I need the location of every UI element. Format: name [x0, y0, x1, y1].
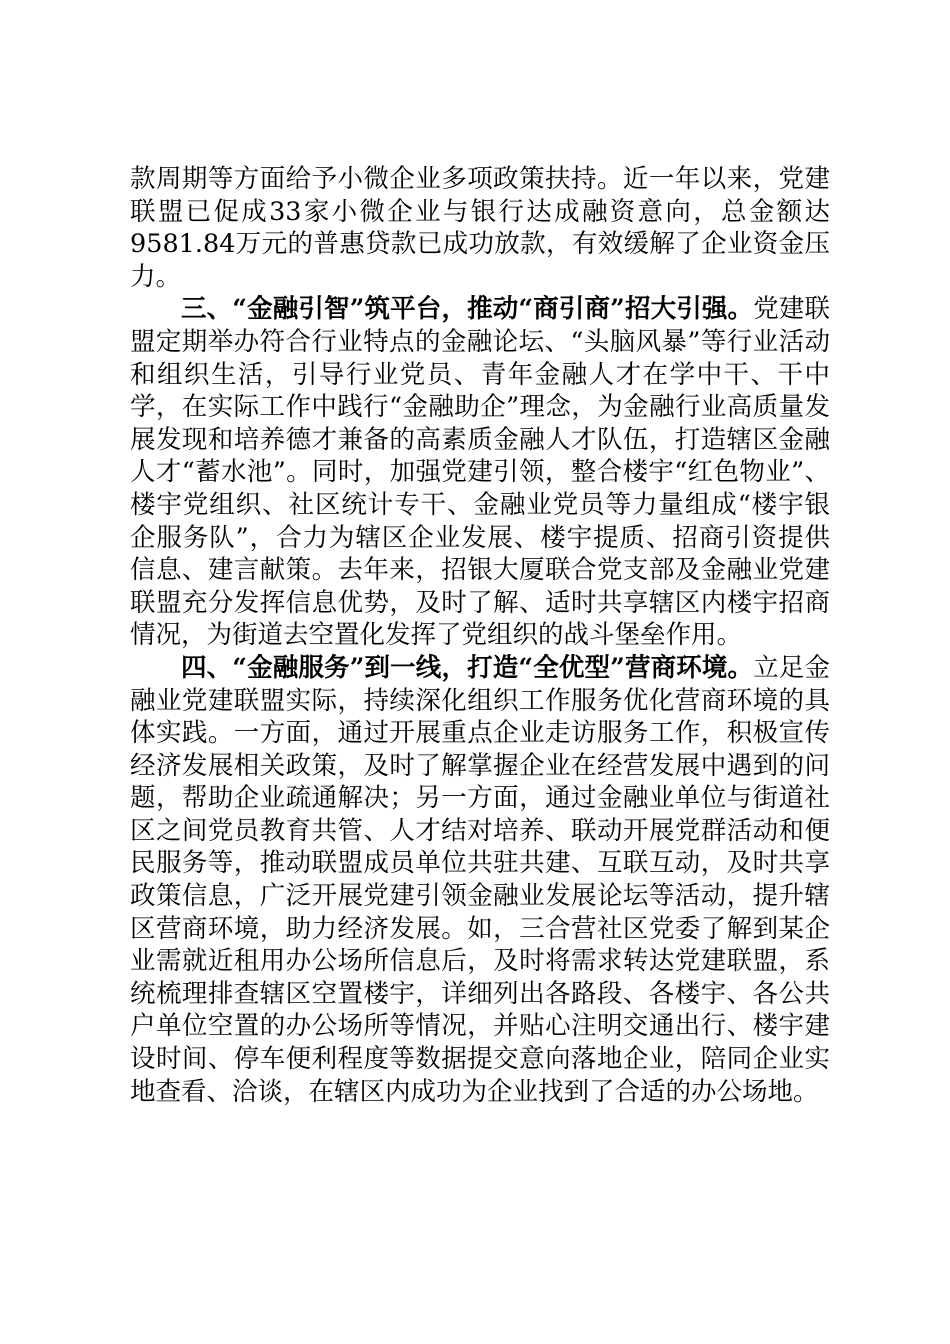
paragraph-body: 款周期等方面给予小微企业多项政策扶持。近一年以来，党建联盟已促成33家小微企业与银行达成融资意向，总金额达9581.84万元的普惠贷款已成功放款，有效缓解了企业资金压力。 — [130, 164, 830, 292]
paragraph-body: 立足金融业党建联盟实际，持续深化组织工作服务优化营商环境的具体实践。一方面，通过开展重点企业走访服务工作，积极宣传经济发展相关政策，及时了解掌握企业在经营发展中遇到的问题，帮助企业疏通解决；另一方面，通过金融业单位与街道社区之间党员教育共管、人才结对培养、联动开展党群活动和便民服务等，推动联盟成员单位共驻共建、互联互动，及时共享政策信息，广泛开展党建引领金融业发展论坛等活动，提升辖区营商环境，助力经济发展。如，三合营社区党委了解到某企业需就近租用办公场所信息后，及时将需求转达党建联盟，系统梳理排查辖区空置楼宇，详细列出各路段、各楼宇、各公共户单位空置的办公场所等情况，并贴心注明交通出行、楼宇建设时间、停车便利程度等数据提交意向落地企业，陪同企业实地查看、洽谈，在辖区内成功为企业找到了合适的办公场地。 — [130, 652, 830, 1107]
paragraph-body: 党建联盟定期举办符合行业特点的金融论坛、“头脑风暴”等行业活动和组织生活，引导行业党员、青年金融人才在学中干、干中学，在实际工作中践行“金融助企”理念，为金融行业高质量发展发现和培养德才兼备的高素质金融人才队伍，打造辖区金融人才“蓄水池”。同时，加强党建引领，整合楼宇“红色物业”、楼宇党组织、社区统计专干、金融业党员等力量组成“楼宇银企服务队”，合力为辖区企业发展、楼宇提质、招商引资提供信息、建言献策。去年来，招银大厦联合党支部及金融业党建联盟充分发挥信息优势，及时了解、适时共享辖区内楼宇招商情况，为街道去空置化发挥了党组织的战斗堡垒作用。 — [130, 294, 830, 651]
section-three-heading: 三、“金融引智”筑平台，推动“商引商”招大引强。 — [181, 294, 754, 325]
paragraph-section-four — [130, 652, 830, 1108]
paragraph-section-three — [130, 293, 830, 652]
document-page — [130, 163, 830, 1108]
section-four-heading: 四、“金融服务”到一线，打造“全优型”营商环境。 — [181, 652, 754, 683]
paragraph-continuation — [130, 163, 830, 293]
